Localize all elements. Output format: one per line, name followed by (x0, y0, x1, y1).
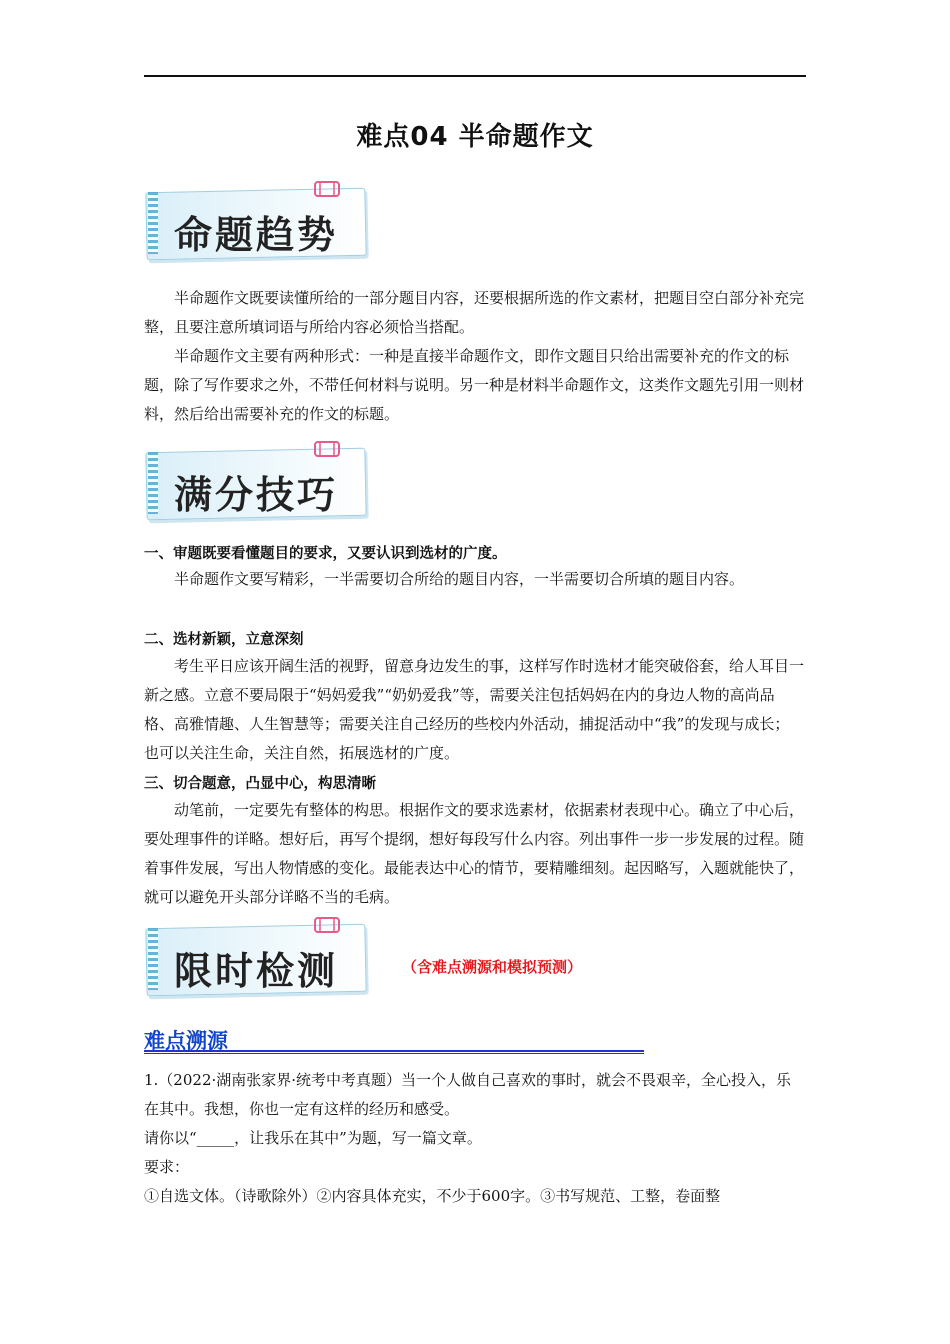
paper-clip-icon (312, 914, 342, 936)
skill-heading-1: 一、审题既要看懂题目的要求，又要认识到选材的广度。 (144, 546, 507, 562)
skill-text-1: 半命题作文要写精彩，一半需要切合所给的题目内容，一半需要切合所填的题目内容。 (174, 570, 745, 588)
question-1-req-text: ①自选文体。（诗歌除外）②内容具体充实，不少于600字。③书写规范、工整，卷面整 (144, 1187, 721, 1205)
trend-paragraph-2: 半命题作文主要有两种形式：一种是直接半命题作文，即作文题目只给出需要补充的作文的标题，除了写作要求之外，不带任何材料与说明。另一种是材料半命题作文，这类作文题先引用一则材料，然后给出需要补充的作文的标题。 (144, 347, 805, 423)
skill-heading-2: 二、选材新颖，立意深刻 (144, 632, 304, 648)
banner-skills (146, 438, 372, 520)
question-1-intro: 1.（2022·湖南张家界·统考中考真题）当一个人做自己喜欢的事时，就会不畏艰辛，全心投入，乐在其中。我想，你也一定有这样的经历和感受。 (144, 1071, 792, 1118)
banner-test (146, 914, 372, 996)
skill-heading-3: 三、切合题意，凸显中心，构思清晰 (144, 776, 376, 792)
skill-text-2: 考生平日应该开阔生活的视野，留意身边发生的事，这样写作时选材才能突破俗套，给人耳目一新之感。立意不要局限于“妈妈爱我”“奶奶爱我”等，需要关注包括妈妈在内的身边人物的高尚品格、高雅情趣、人生智慧等；需要关注自己经历的些校内外活动，捕捉活动中“我”的发现与成长；也可以关注生命，关注自然，拓展选材的广度。 (144, 657, 805, 762)
page-title: 难点04 半命题作文 (356, 122, 594, 152)
question-1-req-label: 要求： (144, 1158, 190, 1176)
skill-text-3: 动笔前，一定要先有整体的构思。根据作文的要求选素材，依据素材表现中心。确立了中心后，要处理事件的详略。想好后，再写个提纲，想好每段写什么内容。列出事件一步一步发展的过程。随着事件发展，写出人物情感的变化。最能表达中心的情节，要精雕细刻。起因略写，入题就能快了，就可以避免开头部分详略不当的毛病。 (144, 801, 805, 906)
paper-clip-icon (312, 438, 342, 460)
banner-skills-label: 满分技巧 (174, 472, 339, 517)
header-rule (144, 75, 806, 77)
banner-test-label: 限时检测 (174, 948, 339, 993)
banner-trend-label: 命题趋势 (174, 212, 339, 257)
paper-clip-icon (312, 178, 342, 200)
banner-trend (146, 178, 372, 260)
question-1-prompt: 请你以“_____，让我乐在其中”为题，写一篇文章。 (144, 1129, 482, 1147)
source-section-title: 难点溯源 (144, 1029, 228, 1053)
source-underline (144, 1050, 644, 1054)
test-note: （含难点溯源和模拟预测） (402, 958, 583, 976)
trend-paragraph-1: 半命题作文既要读懂所给的一部分题目内容，还要根据所选的作文素材，把题目空白部分补充完整，且要注意所填词语与所给内容必须恰当搭配。 (144, 289, 805, 336)
